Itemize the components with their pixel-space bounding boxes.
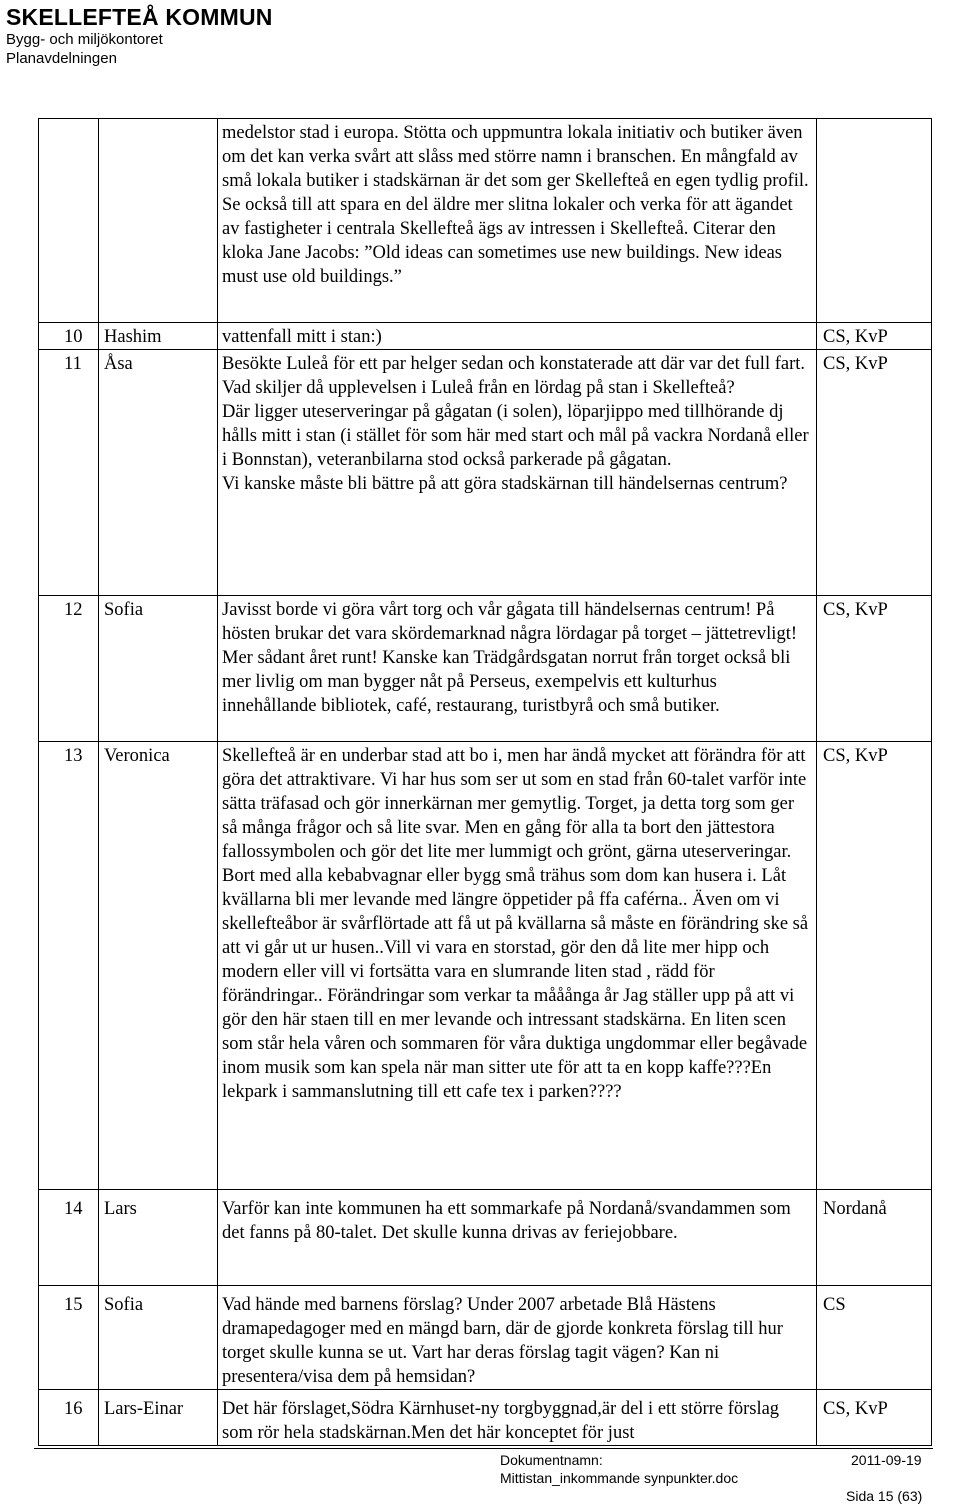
page-number: Sida 15 (63) bbox=[846, 1488, 923, 1504]
row-number bbox=[39, 119, 99, 323]
comment-paragraph: medelstor stad i europa. Stötta och uppmuntra lokala initiativ och butiker även om det kan verka svårt att slåss med större namn i branschen. En mångfald av små lokala butiker i stadskärnan är det som ger Skellefteå en egen tydlig profil. Se också till att spara en del äldre mer slitna lokaler och verka för att ägandet av fastigheter i centrala Skellefteå ägs av intressen i Skellefteå. Citerar den kloka Jane Jacobs: ”Old ideas can sometimes use new buildings. New ideas must use old buildings.” bbox=[222, 123, 809, 287]
comment-paragraph: Där ligger uteserveringar på gågatan (i solen), löparjippo med tillhörande dj hålls mitt i stan (i stället för som här med start och mål på vackra Nordanå eller i Bonnstan), veteranbilarna stod också parkerade på gågatan. bbox=[222, 402, 809, 470]
row-responsible: CS, KvP bbox=[817, 350, 932, 596]
table-row bbox=[39, 1190, 932, 1286]
row-responsible: CS, KvP bbox=[817, 742, 932, 1190]
row-comment bbox=[218, 742, 817, 1190]
row-number: 16 bbox=[39, 1390, 99, 1446]
row-author: Lars bbox=[99, 1190, 218, 1286]
document-name-label: Dokumentnamn: bbox=[500, 1452, 603, 1468]
row-author bbox=[99, 119, 218, 323]
table-row bbox=[39, 350, 932, 596]
table-row bbox=[39, 1390, 932, 1446]
row-responsible: CS bbox=[817, 1286, 932, 1390]
comments-table bbox=[38, 118, 932, 1446]
row-author: Åsa bbox=[99, 350, 218, 596]
row-number: 14 bbox=[39, 1190, 99, 1286]
comment-paragraph: vattenfall mitt i stan:) bbox=[222, 327, 382, 347]
row-comment bbox=[218, 323, 817, 350]
row-author: Lars-Einar bbox=[99, 1390, 218, 1446]
row-number: 11 bbox=[39, 350, 99, 596]
document-header bbox=[6, 4, 273, 68]
comment-paragraph: Vi kanske måste bli bättre på att göra stadskärnan till händelsernas centrum? bbox=[222, 474, 788, 494]
comment-paragraph: Vad hände med barnens förslag? Under 2007 arbetade Blå Hästens dramapedagoger med en mängd barn, där de gjorde konkreta förslag till hur torget skulle kunna se ut. Vart har deras förslag tagit vägen? Kan ni presentera/visa dem på hemsidan? bbox=[222, 1295, 783, 1387]
row-comment bbox=[218, 119, 817, 323]
table-row bbox=[39, 323, 932, 350]
row-responsible bbox=[817, 119, 932, 323]
row-author: Veronica bbox=[99, 742, 218, 1190]
row-author: Sofia bbox=[99, 1286, 218, 1390]
row-responsible: CS, KvP bbox=[817, 323, 932, 350]
department-name: Bygg- och miljökontoret bbox=[6, 31, 163, 48]
row-number: 10 bbox=[39, 323, 99, 350]
row-responsible: Nordanå bbox=[817, 1190, 932, 1286]
organization-name: SKELLEFTEÅ KOMMUN bbox=[6, 4, 273, 30]
row-comment bbox=[218, 596, 817, 742]
table-row bbox=[39, 1286, 932, 1390]
comment-paragraph: Vad skiljer då upplevelsen i Luleå från en lördag på stan i Skellefteå? bbox=[222, 378, 735, 398]
division-name: Planavdelningen bbox=[6, 50, 117, 67]
document-date: 2011-09-19 bbox=[851, 1452, 922, 1468]
comment-paragraph: Det här förslaget,Södra Kärnhuset-ny torgbyggnad,är del i ett större förslag som rör hela stadskärnan.Men det här konceptet för just bbox=[222, 1399, 780, 1443]
row-author: Sofia bbox=[99, 596, 218, 742]
document-footer bbox=[0, 1446, 960, 1504]
row-comment bbox=[218, 1190, 817, 1286]
document-filename: Mittistan_inkommande synpunkter.doc bbox=[500, 1470, 739, 1486]
row-number: 15 bbox=[39, 1286, 99, 1390]
row-responsible: CS, KvP bbox=[817, 596, 932, 742]
row-responsible: CS, KvP bbox=[817, 1390, 932, 1446]
row-number: 12 bbox=[39, 596, 99, 742]
table-row bbox=[39, 596, 932, 742]
comment-paragraph: Besökte Luleå för ett par helger sedan och konstaterade att där var det full fart. bbox=[222, 354, 806, 374]
table-row bbox=[39, 742, 932, 1190]
comment-paragraph: Javisst borde vi göra vårt torg och vår gågata till händelsernas centrum! På hösten brukar det vara skördemarknad några lördagar på torget – jättetrevligt! Mer sådant året runt! Kanske kan Trädgårdsgatan norrut från torget också bli mer livlig om man bygger nåt på Perseus, exempelvis ett kulturhus innehållande bibliotek, café, restaurang, turistbyrå och små butiker. bbox=[222, 600, 797, 716]
comment-paragraph: Skellefteå är en underbar stad att bo i, men har ändå mycket att förändra för att göra det attraktivare. Vi har hus som ser ut som en stad från 60-talet varför inte sätta träfasad och gör innerkärnan mer gemytlig. Torget, ja detta torg som ger så många frågor och så lite svar. Men en gång för alla ta bort den jättestora fallossymbolen och gör det lite mer lummigt och grönt, gärna uteserveringar. Bort med alla kebabvagnar eller bygg små trähus som dom kan husera i. Låt kvällarna bli mer levande med längre öppetider på ffa caférna.. Även om vi skellefteåbor är svårflörtade att få ut på kvällarna så måste en förändring ske så att vi går ut ur husen..Vill vi vara en storstad, gör den då lite mer hipp och modern eller vill vi fortsätta vara en slumrande liten stad , rädd för förändringar.. Förändringar som verkar ta mååånga år Jag ställer upp på att vi gör den här staen till en mer levande och intressant stadskärna. En liten scen som står hela våren och sommaren för våra duktiga ungdommar eller begåvade inom musik som kan spela när man sitter ute för att ta en kopp kaffe???En lekpark i sammanslutning till ett cafe tex i parken???? bbox=[222, 746, 809, 1102]
row-author: Hashim bbox=[99, 323, 218, 350]
footer-divider bbox=[34, 1448, 933, 1449]
table-row bbox=[39, 119, 932, 323]
row-comment bbox=[218, 350, 817, 596]
comment-paragraph: Varför kan inte kommunen ha ett sommarkafe på Nordanå/svandammen som det fanns på 80-talet. Det skulle kunna drivas av feriejobbare. bbox=[222, 1199, 791, 1243]
row-comment bbox=[218, 1390, 817, 1446]
row-comment bbox=[218, 1286, 817, 1390]
row-number: 13 bbox=[39, 742, 99, 1190]
